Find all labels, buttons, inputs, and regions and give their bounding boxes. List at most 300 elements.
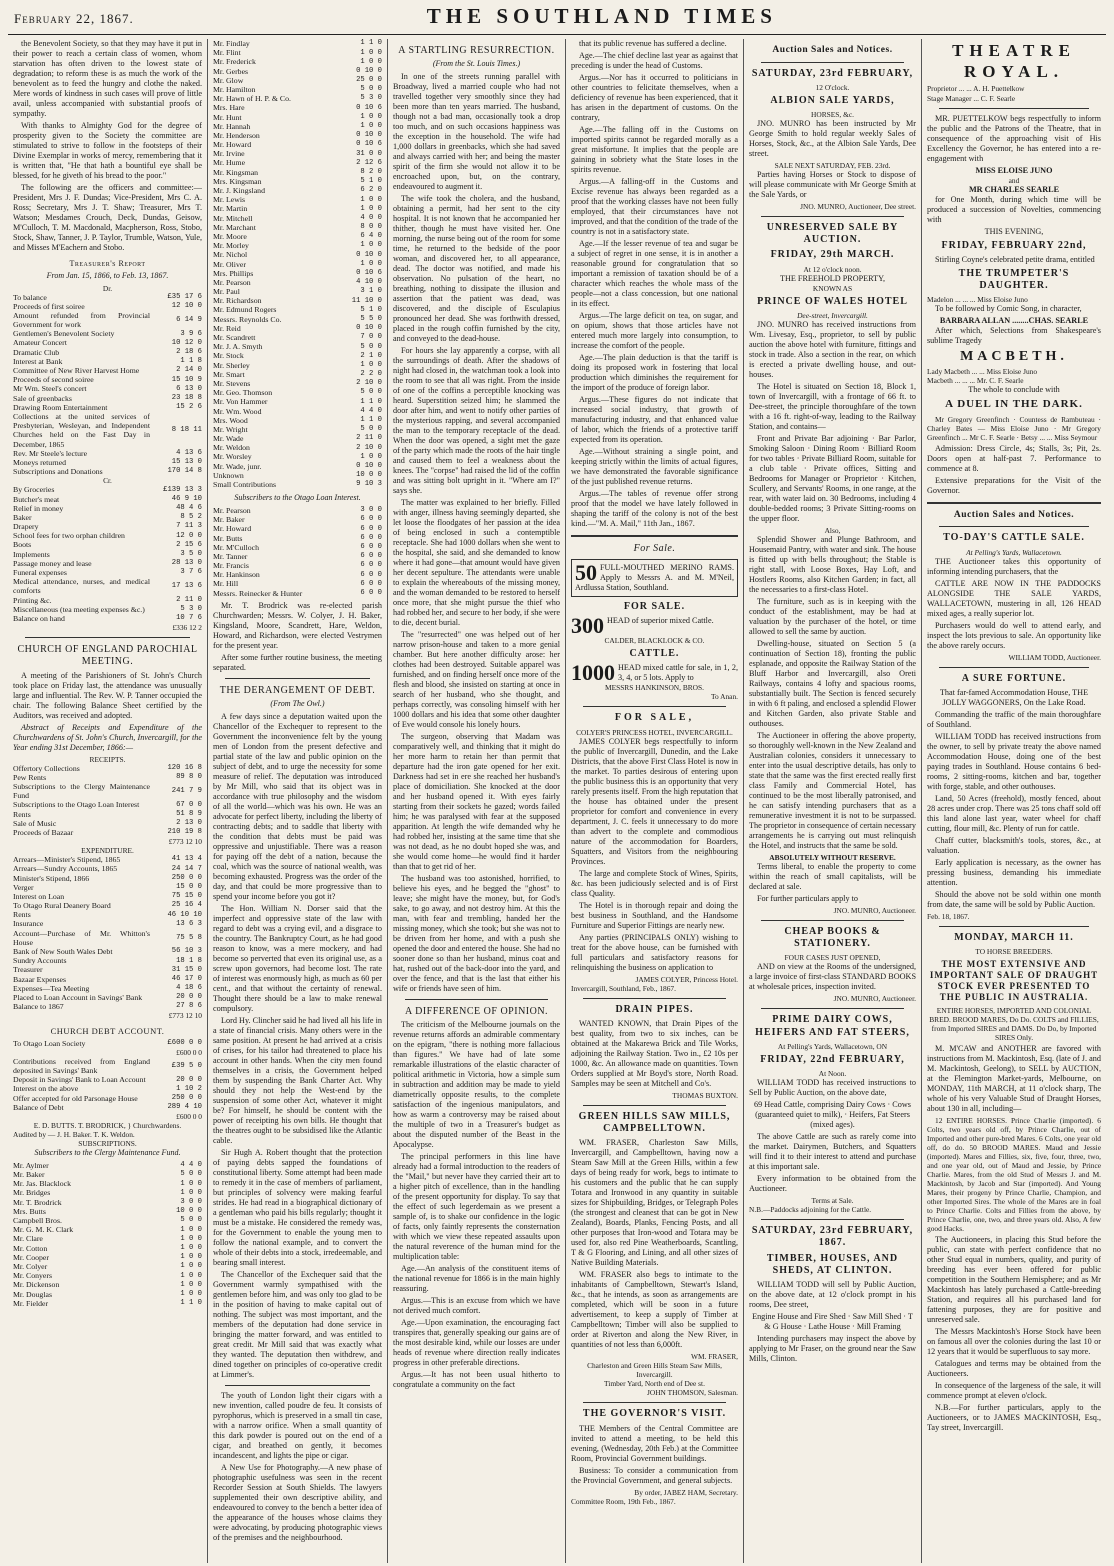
cr-row	[13, 485, 202, 494]
subscriber-row-label: Mrs. Kingsman	[213, 176, 262, 186]
divider	[761, 1219, 904, 1220]
subscriber-row-label: Mr. Clare	[13, 1234, 43, 1244]
expenditure-row-amount: 41 13 4	[171, 855, 202, 864]
most-extensive: THE MOST EXTENSIVE AND IMPORTANT SALE OF DRAUGHT STOCK EVER PRESENTED TO THE PUBLIC IN AUSTRALIA.	[929, 959, 1099, 1002]
expenditure-row-label: Bazaar Expenses	[13, 974, 67, 984]
cattle-1000-ad	[571, 660, 738, 702]
debt-article-p1: A few days since a deputation waited upon the Chancellor of the Exchequer to represent to the Government the inconvenience felt by the young men of London from the present defective and partial state of the law and public opinion on the subject of debt, and to urge the necessity for some measure of relief. The deputation was introduced by Mr Mill, who said that its object was in accordance with true philosophy and the wisdom of all the world—which was his own. He was an advocate for perfect liberty, including the liberty of contracting debts; and to saddle that liberty with the condition that debts must be paid was oppressive and unjustifiable. There was a reason for paying off the debt of a nation, because the coal, which was the source of national wealth, was becoming exhausted. Progress was the order of the day, and that could be more progressive than to spend your income before you got it?	[213, 711, 382, 901]
receipts-heading: RECEIPTS.	[89, 754, 126, 764]
subscriber-row	[213, 232, 382, 241]
argus-5: Argus.—The tables of revenue offer strong proof that the model we have lately followed in shaping the tariff of the colony is not of the best kind.—"M. A. Mail," 11th Jan., 1867.	[571, 489, 738, 528]
subscriber-row	[213, 397, 382, 406]
subscriber-row	[13, 1207, 202, 1216]
expenditure-row-label: Balance to 1867	[13, 1002, 64, 1012]
subscriber-row-label: Mr. Henderson	[213, 130, 260, 140]
expenditure-row-amount: 24 14 7	[171, 864, 202, 873]
subscriber-row	[13, 1253, 202, 1262]
pow-rooms: Front and Private Bar adjoining · Bar Parlor, Smoking Saloon · Dining Room · Billiard Room for two tables · Private Billiard Room, suitable for a club table · Private offices, Sitting and Bedrooms for Manager or Proprietor · Kitchen, Scullery, and Servants' Rooms, in one range, at the rear, with water laid on. 30 Bedrooms, including 4 double-bedded rooms; 3 Private Sitting-rooms on the upper floor.	[749, 433, 916, 523]
debt-cr-row-amount: £600 0 0	[167, 1039, 202, 1048]
cr-row-amount: 5 3 0	[180, 605, 202, 614]
cattle-1000-loc: To Anan.	[711, 692, 738, 702]
subscriber-row-label: Mr. Reid	[213, 323, 241, 333]
saturday2-heading: SATURDAY, 23rd FEBRUARY, 1867.	[751, 1225, 914, 1249]
albion-sub: HORSES, &c.	[811, 109, 854, 119]
subscriber-row	[213, 462, 382, 471]
mccaw-p4: Catalogues and terms may be obtained from the Auctioneers.	[927, 1359, 1101, 1379]
subscriber-row	[213, 425, 382, 434]
debt-dr-row	[13, 1103, 202, 1112]
subscriber-row	[213, 324, 382, 333]
theatre-p4: To be followed by Comic Song, in character,	[935, 304, 1082, 314]
subscriber-row-label: Mr. J. A. Smyth	[213, 342, 263, 352]
theatre-royal-title: THEATRE ROYAL.	[952, 41, 1076, 81]
subscriber-row-label: Mr. Glow	[213, 75, 244, 85]
otago-loan-heading: Subscribers to the Otago Loan Interest.	[234, 493, 361, 503]
debt-dr-row-amount: 289 4 10	[167, 1103, 202, 1112]
subscriber-row	[213, 480, 382, 489]
pow-p3: Splendid Shower and Plunge Bathroom, and Housemaid Pantry, with water and sink. The house is fitted up with bells throughout; the Stable is right stall, with Loose Boxes, Hay Loft, and Hostlers Rooms, also Kitchen Garden; in fact, all the necessaries to a first-class Hotel.	[749, 534, 916, 594]
column-6	[922, 39, 1106, 1563]
cattle-300-text: HEAD of superior mixed Cattle.	[607, 616, 714, 626]
expenditure-row-amount: 13 6 3	[176, 919, 202, 928]
dr-row-label: Collections at the united services of Presbyterian, Wesleyan, and Independent Churches held on the Fast Day in December, 1865	[13, 411, 150, 449]
otago-row-amount: 6 0 0	[360, 524, 382, 533]
subscriber-row-label: Mr. Wade, junr.	[213, 461, 262, 471]
receipts-table	[13, 764, 202, 838]
brodrick-text: Mr. T. Brodrick was re-elected parish Churchwarden; Messrs. W. Colyer, J. H. Baker, Kingsland, Moore, Scandrett, Hare, Weldon, Howard, and Richardson, were elected Vestrymen for the present year.	[213, 600, 382, 650]
subscriber-row-label: Mr. Von Hammer	[213, 397, 268, 407]
debt-dr-row	[13, 1084, 202, 1093]
extensive: Extensive preparations for the Visit of the Governor.	[927, 475, 1101, 495]
cr-row-amount: 3 7 6	[180, 568, 202, 577]
subscriber-row-label: Mr. Edmund Rogers	[213, 305, 277, 315]
subscriber-row	[213, 67, 382, 76]
subscriber-row-amount: 4 10 0	[356, 278, 382, 287]
dr-label: Dr.	[102, 283, 113, 293]
dairy-p2: The above Cattle are such as rarely come into the market. Dairymen, Butchers, and Squatters will find it to their interest to attend and purchase at this important sale.	[749, 1132, 916, 1172]
dr-row	[13, 293, 202, 302]
pow-p6: The Auctioneer in offering the above property, so thoroughly well-known in the New Zealand and Australian colonies, considers it unnecessary to enter into the usual descriptive details, has only to state that the same was the first erected really first class Family and Commercial Hotel, has continued to be the most liberally patronised, and he can satisfy intending purchasers that as a remunerative investment it is not to be surpassed. The proprietor in consequence of certain necessary arrangements he is carrying out must relinquish the Hotel, and instructs that the same be sold.	[749, 730, 916, 850]
colyer-p2: The large and complete Stock of Wines, Spirits, &c. has been judiciously selected and is of First class Quality.	[571, 868, 738, 898]
books-sig: JNO. MUNRO, Auctioneer.	[833, 994, 916, 1004]
cr-row	[13, 540, 202, 549]
debt-dr-row-amount: 1 10 2	[176, 1084, 202, 1093]
subscriber-row-amount: 5 0 0	[180, 1170, 202, 1179]
cattle-sale-p2: CATTLE ARE NOW IN THE PADDOCKS ALONGSIDE THE SALE YARDS, WALLACETOWN, mustering in all, 126 HEAD mixed ages, a really superior lot.	[927, 578, 1101, 618]
cr-row-label: Drapery	[13, 522, 39, 532]
expenditure-row	[13, 874, 202, 883]
subscriber-row-amount: 1 0 0	[360, 57, 382, 66]
receipt-row-label: Sale of Music	[13, 818, 57, 828]
albion-title: ALBION SALE YARDS,	[770, 94, 895, 106]
subscriber-row-label: Mr. Marchant	[213, 222, 256, 232]
dr-row	[13, 384, 202, 393]
subscriber-row-amount: 0 10 0	[356, 131, 382, 140]
receipt-row	[13, 764, 202, 773]
drain-text: WANTED KNOWN, that Drain Pipes of the best quality, from two to six inches, can be obtained at the Makarewa Brick and Tile Works, adjoining the Railway Station. Two in., £2 10s per 1000, &c. An allowance made on quantities. Town Orders supplied at Mr Boyd's store, North Road. Samples may be seen at Mitchell and Co's.	[571, 1018, 738, 1088]
subscriber-row-amount: 5 0 0	[360, 425, 382, 434]
cattle-sale-heading: TO-DAY'S CATTLE SALE.	[943, 532, 1085, 544]
subscriber-row-amount: 1 0 0	[180, 1225, 202, 1234]
fortune-sub: That far-famed Accommodation House, THE JOLLY WAGGONERS, On the Lake Road.	[939, 687, 1089, 707]
expenditure-row-label: Rents	[13, 910, 31, 920]
cattle-300-count: 300	[571, 613, 604, 639]
divider	[939, 108, 1089, 109]
debt-dr-row-label: Interest on the above	[13, 1084, 79, 1094]
subscriber-row-amount: 5 3 0	[360, 94, 382, 103]
cr-row-amount: 17 13 6	[171, 582, 202, 591]
subscriptions-heading: SUBSCRIPTIONS.	[78, 1139, 137, 1149]
subscriber-row-label: Mr. Oliver	[213, 259, 246, 269]
munro-p2: Parties having Horses or Stock to dispose of will please communicate with Mr George Smith at the Sale Yards, or	[749, 170, 916, 200]
debt-account-heading: CHURCH DEBT ACCOUNT.	[50, 1026, 165, 1037]
benevolent-thanks: With thanks to Almighty God for the degree of prosperity given to the Society the committee are stimulated to strive to follow in the footsteps of their Divine Exemplar in works of mercy, remembering that it is written that, "He that hath a bountiful eye shall be blessed, for he giveth of his bread to the poor."	[13, 121, 202, 180]
subscriber-row	[213, 443, 382, 452]
otago-row	[213, 589, 382, 598]
subscriber-row	[213, 407, 382, 416]
otago-row-amount: 6 0 0	[360, 570, 382, 579]
subscriber-row-label: Mr. Irvine	[213, 149, 245, 159]
drain-sig: THOMAS BUXTON.	[672, 1090, 738, 1100]
divider	[761, 216, 904, 217]
subscriber-row	[213, 149, 382, 158]
macbeth-title: MACBETH.	[960, 349, 1068, 365]
mills-title: GREEN HILLS SAW MILLS, CAMPBELLTOWN.	[578, 1110, 731, 1135]
cr-row-label: Boots	[13, 540, 32, 550]
subscriber-row	[213, 204, 382, 213]
subscriber-row-label: Mr. Stevens	[213, 378, 251, 388]
dr-row-amount: 8 18 11	[171, 426, 202, 435]
fortune-p3: WILLIAM TODD has received instructions from the owner, to sell by private treaty the above named Accommodation House, doing one of the best paying trades in Southland. House contains 6 bed-rooms, 2 sitting-rooms, kitchen and bar, together with forge, stable, and other outhouses.	[927, 731, 1101, 791]
subscriber-row-label: Mr. Geo. Thomson	[213, 388, 273, 398]
munro-p1: JNO. MUNRO has been instructed by Mr George Smith to hold regular weekly Sales of Horses, Stock, &c., at the Albion Sale Yards, Dee street.	[749, 119, 916, 159]
debt-article-heading: THE DERANGEMENT OF DEBT.	[219, 684, 376, 696]
subscriber-row-amount: 4 4 0	[360, 406, 382, 415]
cr-row	[13, 559, 202, 568]
subscriber-row	[13, 1188, 202, 1197]
subscriber-row	[213, 269, 382, 278]
colyer-p1: JAMES COLYER begs respectfully to inform the public of Invercargill, Dunedin, and the Lake Districts, that the above First Class Hotel is now in the market. To parties desirous of entering upon the public business this is an opportunity that very rarely presents itself. From the high reputation that the house has obtained under the present proprietor for comfort and convenience in every department, J. C. feels it unnecessary to do more than advert to the complete and commodious nature of the accommodation for Boarders, Squatters, and Visitors from the neighbouring Provinces.	[571, 736, 738, 866]
subscriber-row	[213, 388, 382, 397]
subscriber-row-amount: 2 2 0	[360, 370, 382, 379]
subscriber-row-amount: 8 2 0	[360, 167, 382, 176]
cr-row	[13, 495, 202, 504]
receipt-row-label: Proceeds of Bazaar	[13, 827, 74, 837]
stud-list: 12 ENTIRE HORSES. Prince Charlie (imported). 6 Colts, two years old off, by Prince Charlie, out of Imported and other pure-bred Mares. 6 Colts, one year old off, do do. 50 BROOD MARES. Maud and Jessie (imported). Mares and Fillies, six, five, four, three, two, and one year old, out of Maud and Jessie, by Prince Charlie. Mares, from the old Stud of Messrs J. and M. Mackintosh, by Jacob and Star (imported). And Young Mares, their progeny by Prince Charlie, Champion, and other Imported Sires. The whole of the Mares are in foal to Prince Charlie. Colts and Fillies from the above, by Prince Charlie, one, two, and three years old. Also, A few good Hacks.	[927, 1116, 1101, 1234]
expenditure-row-amount: 75 5 8	[176, 933, 202, 942]
otago-row-amount: 6 0 0	[360, 579, 382, 588]
subscriber-row-label: Mr. Hume	[213, 158, 246, 168]
munro-sig: JNO. MUNRO, Auctioneer, Dee street.	[800, 202, 916, 212]
subscriber-row-amount: 1 1 0	[360, 39, 382, 48]
timber-p1: WILLIAM TODD will sell by Public Auction, on the above date, at 12 o'clock prompt in his rooms, Dee street,	[749, 1279, 916, 1309]
subscriber-row-amount: 1 0 0	[360, 122, 382, 131]
cattle-300-ad	[571, 613, 738, 646]
divider	[225, 1385, 370, 1386]
debt-article-p5: The Chancellor of the Exchequer said that the Government warmly sympathised with the gentlemen before him, and was only too glad to be in the position of having to make capital out of nothing. The subject was most important, and the members of the deputation had done service in bringing the matter forward, and was entitled to great credit. Mr Mill said that was exactly what they wanted. The deputation then withdrew, and dined together on principles of co-operative credit at Limmer's.	[213, 1269, 382, 1379]
difference-p2: The principal performers in this line have already had a formal introduction to the readers of the "Mail," but never have they carried their art to a higher pitch of excellence, than in the handling of the present opportunity for display. To say that the effect of such legerdemain as we present a sample of, is to shake our confidence in the logic of facts, only faintly represents the consternation with which we view these repeated assaults upon the natural reverence of the human mind for the multiplication table:	[393, 1152, 560, 1262]
otago-row	[213, 506, 382, 515]
cr-row	[13, 577, 202, 595]
subscriber-row-amount: 0 10 0	[356, 66, 382, 75]
cr-row	[13, 614, 202, 623]
subscriber-row	[13, 1262, 202, 1271]
resurrection-p1: In one of the streets running parallel with Broadway, lived a married couple who had not travelled together very smoothly since they had been more than ten years married. The husband, though not a bad man, occasionally took a drop too much, and on such occasions happiness was the exception in the household. The wife had 1,000 dollars in greenbacks, which she had saved and always carried with her; and being the master spirit of the firm she would not allow it to be encroached upon, but, on the contrary, endeavoured to augment it.	[393, 71, 560, 191]
mills-p1: WM. FRASER, Charleston Saw Mills, Invercargill, and Campbelltown, having now a Steam Saw Mill at the Green Hills, within a few days of being ready for work, begs to intimate to his customers and the public that he can supply Totara and Ironwood in any quantity in suitable sizes for Shipbuilding, Bridges, or Telegraph Poles (the strongest and cleanest that can be got in New Zealand), Boards, Planks, Fencing Posts, and all other purposes that Iron-wood and Totara may be used for, also red Pine Weatherboards, Scantling, T & G Flooring, and Lining, and all other sizes of Native Building Materials.	[571, 1138, 738, 1268]
subscriber-row	[213, 250, 382, 259]
subscriber-row-label: Mr. Paul	[213, 287, 240, 297]
cr-row	[13, 504, 202, 513]
dr-row	[13, 329, 202, 338]
cattle-300-sig: CALDER, BLACKLOCK & CO.	[604, 636, 705, 646]
subscriber-row-label: Mr. Howard	[213, 140, 252, 150]
subscriber-row-amount: 31 0 0	[356, 149, 382, 158]
cr-row	[13, 568, 202, 577]
subscriber-row	[213, 94, 382, 103]
lady-macbeth-cast: Lady Macbeth ... ... Miss Eloise Juno	[927, 367, 1038, 377]
dr-row-label: Subscriptions and Donations	[13, 467, 103, 477]
otago-row	[213, 534, 382, 543]
divider	[25, 637, 190, 638]
dr-row	[13, 338, 202, 347]
subscriber-row	[213, 39, 382, 48]
cattle-1000-count: 1000	[571, 660, 615, 686]
expenditure-row-label: Interest on Loan	[13, 891, 65, 901]
subscriber-row-amount: 9 10 3	[356, 480, 382, 489]
debt-cr-total: £600 0 0	[176, 1047, 202, 1057]
expenditure-table	[13, 855, 202, 1011]
subscriber-row-label: Mr. Morley	[213, 241, 249, 251]
dr-row-amount: 23 18 8	[171, 393, 202, 402]
dr-row-amount: 4 13 6	[176, 449, 202, 458]
subscriber-row	[213, 296, 382, 305]
expenditure-row-amount: 18 1 8	[176, 956, 202, 965]
newspaper-title: THE SOUTHLAND TIMES	[426, 4, 777, 28]
books-heading: CHEAP BOOKS & STATIONERY.	[784, 926, 881, 950]
dr-row	[13, 467, 202, 476]
difference-p4: Argus.—This is an excuse from which we have not derived much comfort.	[393, 1296, 560, 1316]
subscriber-row	[213, 158, 382, 167]
otago-row	[213, 579, 382, 588]
column-5	[744, 39, 922, 1563]
receipts-total: £773 12 10	[168, 837, 202, 847]
subscriber-row	[213, 131, 382, 140]
pow-p1: JNO. MUNRO has received instructions from Wm. Livesay, Esq., proprietor, to sell by public auction the above hotel with furniture, fittings and stock in trade. Also a section in the rear, on which is erected a private dwelling house, and out-houses.	[749, 319, 916, 379]
divider	[583, 1402, 726, 1403]
resurrection-p5: The "resurrected" one was helped out of her narrow prison-house and taken to a more genial chamber. But here another difficulty arose: her clothes had been destroyed. Suitable apparel was furnished, and on finding herself once more of the flesh and blood, she insisted on starting at once in search of her husband, who she thought, and perhaps correctly, was consoling himself with her 1000 dollars and his idea that some other daughter of Eve would console his lonely hours.	[393, 629, 560, 729]
subscriber-row-amount: 1 0 0	[360, 259, 382, 268]
for-sale-section: For Sale.	[633, 543, 676, 554]
debt-dr-table	[13, 1057, 202, 1112]
subscriber-row	[213, 379, 382, 388]
subscriber-row-amount: 2 12 6	[356, 158, 382, 167]
cr-row-amount: 2 11 0	[176, 595, 202, 604]
auditors: Audited by — J. H. Baker. T. K. Weldon.	[13, 1130, 135, 1140]
treasurer-heading: Treasurer's Report	[69, 259, 146, 268]
age-2: Age.—The falling off in the Customs on imported spirits cannot be regarded morally as a great misfortune. It implies that the people are gaining in sobriety what the State loses in the spirits revenue.	[571, 125, 738, 174]
otago-row-amount: 6 0 0	[360, 515, 382, 524]
difference-p1: The criticism of the Melbourne journals on the revenue returns affords an admirable commentary on the epigram, "there is nothing more fallacious than figures." We have had of late some remarkable illustrations of the elastic character of political arithmetic in Victoria, how a simple sum in subtraction and addition may be made to yield diametrically opposite results, to the complete satisfaction of the ingenious manipulators, and how as warm a controversy may be raised about the multiple of two in a Treasurer's budget as about the disputed number of the Beast in the Apocalypse.	[393, 1020, 560, 1150]
mills-sig4: JOHN THOMSON, Salesman.	[646, 1388, 738, 1398]
column-3	[388, 39, 566, 1563]
subscriber-row	[213, 122, 382, 131]
books-text: AND on view at the Rooms of the undersigned, a large invoice of first-class STANDARD BOOKS at wholesale prices, inspection invited.	[749, 962, 916, 992]
subscriber-row-amount: 5 1 0	[360, 177, 382, 186]
subscriber-row-amount: 1 0 0	[180, 1188, 202, 1197]
subscribers-continued-table	[213, 39, 382, 489]
pow-p8: For further particulars apply to	[757, 893, 858, 903]
theatre-p3: Stirling Coyne's celebrated petite drama, entitled	[935, 254, 1095, 264]
theatre-p2: for One Month, during which time will be produced a succession of Novelties, commencing with	[927, 194, 1101, 224]
merino-ad	[571, 559, 738, 597]
subscriber-row-amount: 2 10 0	[356, 379, 382, 388]
otago-row-label: Mr. Francis	[213, 561, 249, 571]
cr-row	[13, 605, 202, 614]
resurrection-source: (From the St. Louis Times.)	[432, 59, 521, 69]
prince-of-wales-title: PRINCE OF WALES HOTEL	[757, 295, 908, 307]
receipt-row	[13, 828, 202, 837]
subscriber-row	[213, 113, 382, 122]
expenditure-row-label: Placed to Loan Account in Savings' Bank	[13, 992, 143, 1002]
divider	[583, 998, 726, 999]
argus-1: Argus.—Nor has it occurred to politicians in other countries to felicitate themselves, when a deficiency of revenue has been experienced, that it has arisen in the department of customs. On the contrary,	[571, 73, 738, 122]
fortune-date: Feb. 18, 1867.	[927, 911, 970, 921]
dr-row-amount: 15 10 9	[171, 375, 202, 384]
friday-march-heading: FRIDAY, 29th MARCH.	[770, 249, 895, 261]
mills-sig: WM. FRASER,	[690, 1352, 738, 1362]
expenditure-row-amount: 15 0 0	[176, 883, 202, 892]
merino-text: FULL-MOUTHED MERINO RAMS. Apply to Messrs A. and M. M'Neil, Ardlussa Station, Southland.	[575, 563, 734, 593]
expenditure-row-amount: 31 15 0	[171, 965, 202, 974]
meeting-separated: After some further routine business, the meeting separated.	[213, 652, 382, 672]
dr-row-label: Mr Wm. Steel's concert	[13, 384, 87, 394]
subscriber-row	[13, 1198, 202, 1207]
otago-row-amount: 6 0 0	[360, 552, 382, 561]
dairy-list: 69 Head Cattle, comprising Dairy Cows · Cows (guaranteed quiet to milk), · Heifers, Fat Steers (mixed ages).	[754, 1100, 911, 1130]
expenditure-row-amount: 20 0 0	[176, 993, 202, 1002]
subscriber-row	[13, 1299, 202, 1308]
photography-paragraph: A New Use for Photography.—A new phase of photographic usefulness was seen in the recent Recorder Session at South Shields. The lawyers supplemented their own descriptive ability, and endeavoured to convey to the bench a better idea of the appearance of the houses whose claims they were advocating, by producing photographic views of the premises and the neighbourhood.	[213, 1462, 382, 1542]
governor-date: Committee Room, 19th Feb., 1867.	[571, 1496, 676, 1506]
governor-title: THE GOVERNOR'S VISIT.	[582, 1408, 727, 1420]
expenditure-row	[13, 864, 202, 873]
dr-row-amount: 170 14 8	[167, 467, 202, 476]
debt-article-p4: Sir Hugh A. Robert thought that the protection of paying debts sapped the foundations of constitutional liberty. Some attempt had been made to remedy it in the case of members of parliament, but principles of solvency were making fearful strides. He had read in a biographical dictionary of a gentleman who paid his bills regularly; thought it must be a mistake. He considered the remedy was, for the Government to enable the young men to follow the national example, and to convert the whole of their debts into a stock, irredeemable, and bearing small interest.	[213, 1147, 382, 1267]
subscriber-row-label: Mr. Martin	[213, 204, 248, 214]
dr-row-amount: 10 12 0	[171, 338, 202, 347]
cr-row-amount: 3 5 0	[180, 549, 202, 558]
subscriber-row-amount: 7 0 0	[360, 333, 382, 342]
dr-row-amount: 15 2 6	[176, 403, 202, 412]
subscriber-row-label: Mr. Weldon	[213, 443, 250, 453]
expenditure-row-amount: 46 17 0	[171, 974, 202, 983]
subscriber-row-label: Mr. J. Kingsland	[213, 186, 265, 195]
dr-row	[13, 394, 202, 403]
receipt-row-label: Pew Rents	[13, 772, 47, 782]
colyer-date: Invercargill, Southland, Feb., 1867.	[571, 983, 676, 993]
otago-row-amount: 6 0 0	[360, 561, 382, 570]
receipt-row-amount: 51 8 9	[176, 809, 202, 818]
subscriber-row-label: Mr. Gerbes	[213, 66, 249, 76]
expenditure-heading: EXPENDITURE.	[81, 846, 134, 856]
dairy-p1: WILLIAM TODD has received instructions to Sell by Public Auction, on the above date,	[749, 1078, 916, 1098]
subscriber-row-amount: 3 1 0	[360, 287, 382, 296]
expenditure-row	[13, 956, 202, 965]
merino-count: 50	[575, 560, 597, 586]
churchwardens: E. D. BUTTS. T. BRODRICK, } Churchwardens.	[33, 1121, 182, 1131]
age-3: Age.—If the lesser revenue of tea and sugar be a subject of regret in one sense, it is in another a reasonable ground for congratulation that so important a remission of taxation should be of a character which reaches the whole mass of the people—not a class concession, but one national in its effect.	[571, 239, 738, 308]
expenditure-row	[13, 947, 202, 956]
expenditure-row-label: Expenses—Tea Meeting	[13, 983, 90, 993]
cr-row-label: Passage money and lease	[13, 558, 92, 568]
subscriber-row-amount: 2 11 0	[356, 434, 382, 443]
otago-row-label: Mr. Hill	[213, 579, 239, 589]
dr-row-label: Dramatic Club	[13, 347, 60, 357]
treasurer-total: £336 12 2	[172, 623, 202, 633]
subscriber-row-label: Mrs. Phillips	[213, 268, 254, 278]
dairy-p3: Every information to be obtained from the Auctioneer.	[749, 1174, 916, 1194]
expenditure-row-amount: 75 15 0	[171, 892, 202, 901]
column-1	[8, 39, 208, 1563]
receipt-row	[13, 800, 202, 809]
cr-row-amount: 8 5 2	[180, 513, 202, 522]
books-sub: FOUR CASES JUST OPENED,	[784, 953, 881, 963]
subscriber-row-label: Mr. Cooper	[13, 1252, 49, 1262]
subscriber-row-amount: 1 1 0	[180, 1299, 202, 1308]
subscriber-row-amount: 6 4 0	[360, 232, 382, 241]
divider	[761, 920, 904, 921]
otago-row	[213, 515, 382, 524]
next-sale: SALE NEXT SATURDAY, FEB. 23rd.	[774, 161, 891, 171]
benevolent-intro: the Benevolent Society, so that they may have it put in their power to reach a certain class of women, whom starvation has often driven to the lowest state of degradation; to reform these is as much the work of the benevolent as to feed the hungry and clothe the naked. Mere words of kindness in such cases will prove of little avail, unless accompanied with substantial proofs of sympathy.	[13, 39, 202, 118]
divider	[927, 502, 1101, 504]
expenditure-row-amount: 250 0 0	[171, 873, 202, 882]
subscriber-row	[213, 241, 382, 250]
expenditure-row	[13, 1002, 202, 1011]
expenditure-row-amount: 27 8 6	[176, 1002, 202, 1011]
debt-cr-row-label: To Otago Loan Society	[13, 1038, 86, 1048]
receipt-row-amount: 67 0 0	[176, 800, 202, 809]
subscriber-row	[213, 471, 382, 480]
expenditure-row	[13, 901, 202, 910]
dr-row	[13, 357, 202, 366]
cattle-title: CATTLE.	[629, 648, 680, 660]
subscriber-row-amount: 5 0 0	[360, 342, 382, 351]
horse-breeders: TO HORSE BREEDERS.	[975, 947, 1053, 957]
resurrection-p6: The surgeon, observing that Madam was comparatively well, and thinking that it might do her more harm to retain her than permit that departure had the iron gate opened for her exit. Darkness had set in ere she reached her husband's place of domiciliation. She knocked at the door and her husband opened it. With eyes fairly starting from their sockets he gazed; words failed him; he was paralysed with fear at the supposed apparition. At length the wife demanded why he had robbed her, insisting at the same time that she was not dead, as he no doubt hoped she was, and she would come home—he would find it harder than that to get rid of her.	[393, 731, 560, 871]
cr-row-label: Implements	[13, 549, 50, 559]
cr-row-label: Miscellaneous (tea meeting expenses &c.)	[13, 604, 145, 614]
auction-section: Auction Sales and Notices.	[772, 45, 893, 55]
debt-dr-row-label: Offer accepted for old Parsonage House	[13, 1093, 138, 1103]
expenditure-row-amount: 25 16 4	[171, 901, 202, 910]
fortune-p6: Early application is necessary, as the owner has pressing business, demanding his immediate attention.	[927, 857, 1101, 887]
cr-row-amount: £139 13 3	[163, 485, 202, 494]
pow-p7: Terms liberal, to enable the property to come within the reach of small capitalists, will be declared at sale.	[749, 861, 916, 891]
subscriber-row-label: Mr. Wm. Wood	[213, 406, 262, 416]
dr-row-amount: 3 9 6	[180, 329, 202, 338]
expenditure-row	[13, 910, 202, 919]
divider	[939, 667, 1089, 668]
subscriber-row	[213, 76, 382, 85]
dr-row-label: Committee of New River Harvest Home	[13, 366, 140, 376]
subscriber-row-label: Mr. Douglas	[13, 1289, 52, 1299]
debt-dr-row-label: Balance of Debt	[13, 1102, 64, 1112]
duel-cast: Mr Gregory Greenfinch · Countess de Rambuteau · Charley Bates — Miss Eloise Juno · Mr Gregory Greenfinch ... Mr C. F. Searle · Betsy ... ... Miss Seymour	[927, 414, 1101, 442]
resurrection-p7: The husband was too astonished, horrified, to believe his eyes, and he begged the "ghost" to leave; she might have the money, but, for God's sake, to go away, and not destroy him. At this the man, with fear and trembling, handed her the missing money, which she took; but she was not to be driven from her home, and with a push she opened the door and entered the house. She had no sooner done so than her husband, minus coat and hat, rushed out of the back-door into the yard, and over the fence, and that is the last that either his wife or friends have seen of him.	[393, 873, 560, 993]
dr-row	[13, 403, 202, 412]
subscriber-row-amount: 1 0 0	[180, 1243, 202, 1252]
